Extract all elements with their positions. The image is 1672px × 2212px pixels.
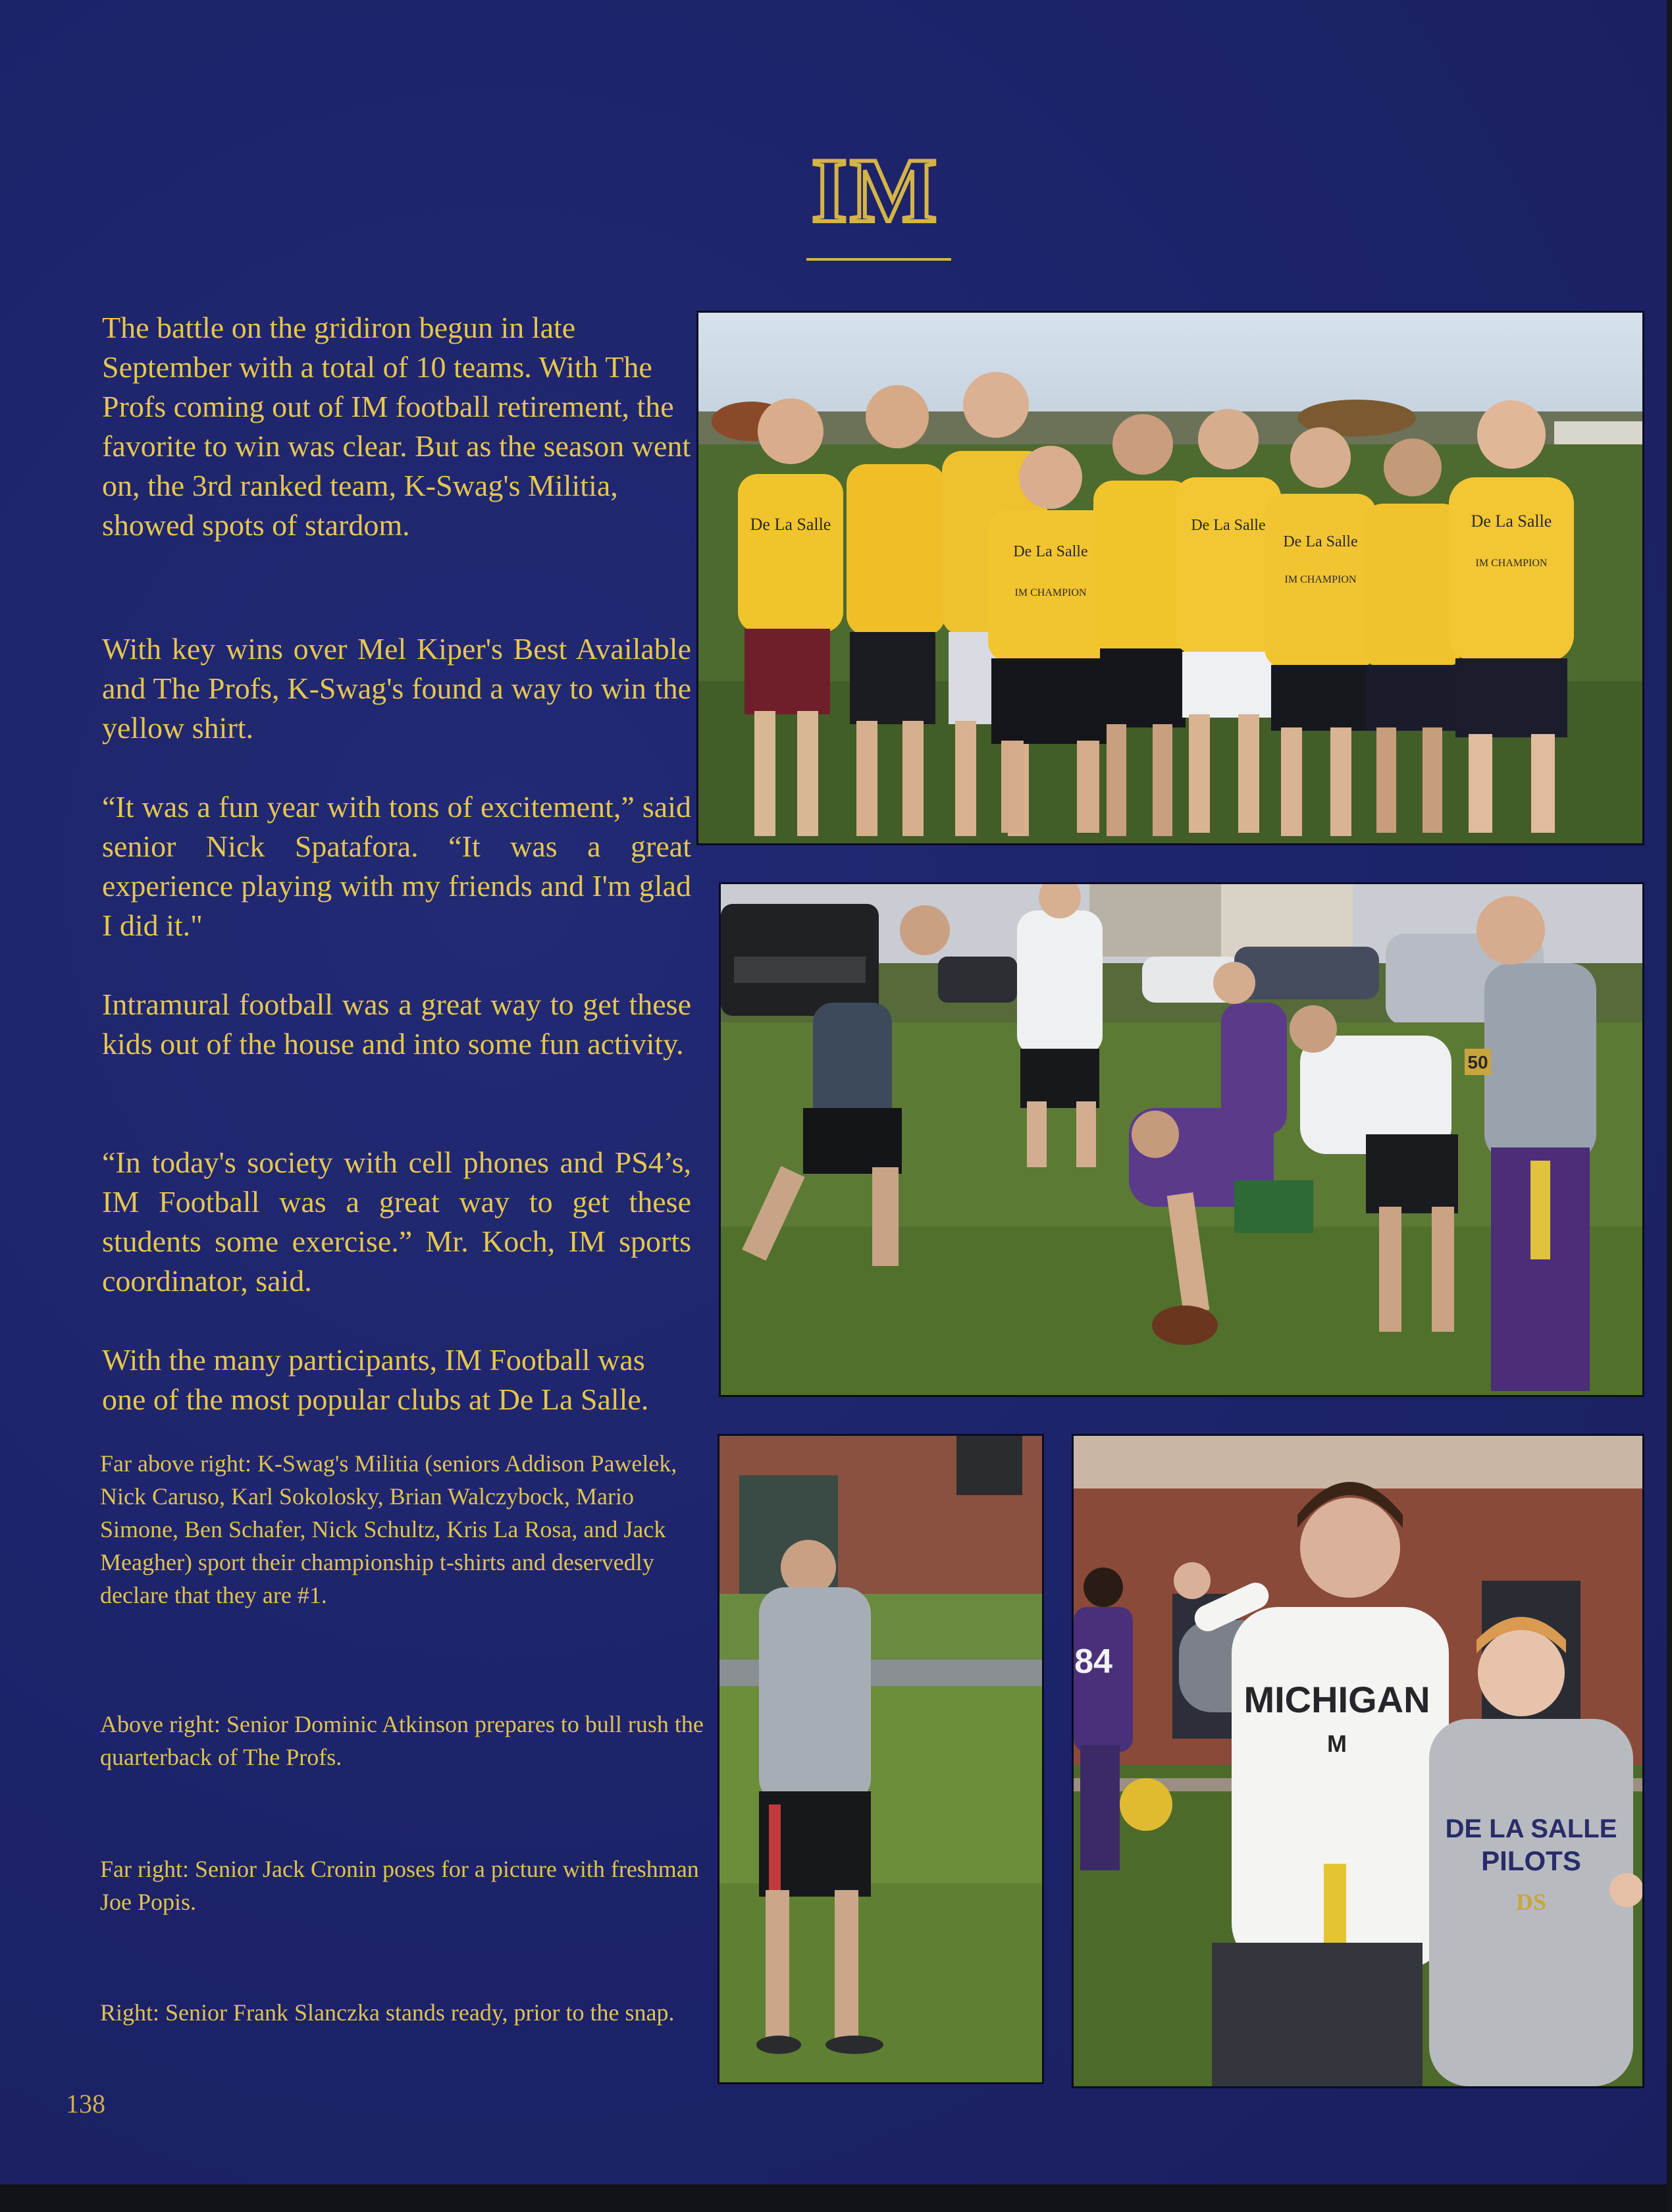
team-shirt-text: IM CHAMPION [1475, 558, 1548, 569]
caption-slanczka: Right: Senior Frank Slanczka stands ready, prior to the snap. [100, 1999, 675, 2026]
paragraph-quote-spatafora: “It was a fun year with tons of excitement,” said senior Nick Spatafora. “It was a great experience playing with my friends and I'm glad I did it." [102, 790, 691, 942]
caption-bull-rush: Above right: Senior Dominic Atkinson prepares to bull rush the quarterback of The Profs. [100, 1711, 704, 1770]
team-shirt-text: De La Salle [1191, 517, 1266, 534]
team-shirt-text: IM CHAMPION [1284, 574, 1357, 585]
michigan-shirt-letter: M [1327, 1730, 1347, 1757]
paragraph-quote-koch: “In today's society with cell phones and PS4’s, IM Football was a great way to get these students some exercise.” Mr. Koch, IM sports coordinator, said. [102, 1146, 691, 1298]
cronin-popis-photo [1072, 1434, 1644, 2088]
paragraph-key-wins: With key wins over Mel Kiper's Best Available and The Profs, K-Swag's found a way to win the yellow shirt. [102, 632, 691, 745]
slanczka-photo [718, 1434, 1044, 2084]
team-shirt-text: De La Salle [1283, 533, 1358, 550]
paragraph-intro: The battle on the gridiron begun in late September with a total of 10 teams. With The Profs coming out of IM football retirement, the favorite to win was clear. But as the season went on, the 3rd ranked team, K-Swag's Militia, showed spots of stardom. [102, 311, 691, 542]
bottom-scan-border [0, 2184, 1672, 2212]
team-shirt-text: De La Salle [1471, 512, 1552, 531]
paragraph-popular: With the many participants, IM Football was one of the most popular clubs at De La Salle. [102, 1343, 649, 1416]
right-scan-border [1667, 0, 1672, 2212]
title-underline [806, 258, 951, 261]
kid-shirt-text: PILOTS [1481, 1845, 1581, 1876]
page-title: IM [811, 140, 940, 242]
team-shirt-text: De La Salle [750, 515, 831, 534]
team-shirt-text: IM CHAMPION [1014, 587, 1087, 598]
kid-shirt-text: DE LA SALLE [1445, 1814, 1617, 1843]
caption-cronin-popis: Far right: Senior Jack Cronin poses for a picture with freshman Joe Popis. [100, 1856, 699, 1915]
paragraph-intramural: Intramural football was a great way to get these kids out of the house and into some fun activity. [102, 988, 691, 1061]
michigan-shirt-text: MICHIGAN [1243, 1679, 1430, 1720]
jersey-number: 84 [1074, 1643, 1112, 1681]
team-shirt-text: De La Salle [1013, 543, 1088, 560]
page-number: 138 [66, 2089, 105, 2119]
scrimmage-photo [719, 882, 1644, 1397]
caption-team-photo: Far above right: K-Swag's Militia (seniors Addison Pawelek, Nick Caruso, Karl Sokolosky, Brian Walczybock, Mario Simone, Ben Schafer, Nick Schultz, Kris La Rosa, and Jack Meagher) sport their championship t-shirts and deservedly declare that they are #1. [100, 1450, 677, 1608]
team-photo [696, 311, 1644, 845]
kid-shirt-logo: DS [1515, 1889, 1547, 1915]
yard-marker-text: 50 [1467, 1052, 1488, 1072]
